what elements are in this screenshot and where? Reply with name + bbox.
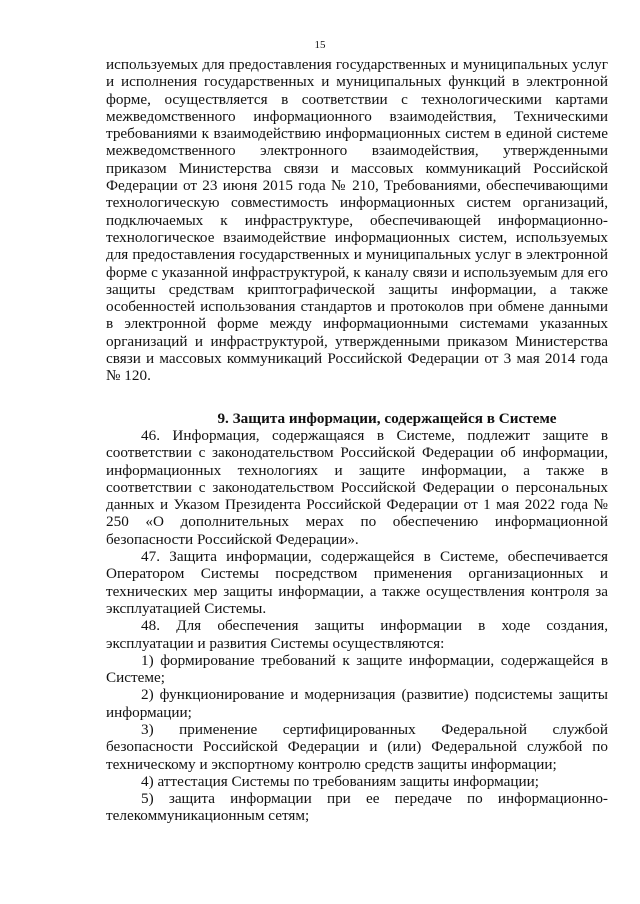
list-item-3: 3) применение сертифицированных Федеральной службой безопасности Российской Федерации и (или) Федеральной службой по техническому и экспортному контролю средств защиты информации; — [106, 720, 608, 773]
list-item-2: 2) функционирование и модернизация (развитие) подсистемы защиты информации; — [106, 686, 608, 721]
page-number: 15 — [314, 39, 326, 51]
list-item-1: 1) формирование требований к защите информации, содержащейся в Системе; — [106, 651, 608, 687]
section-title: 9. Защита информации, содержащейся в Системе — [217, 409, 557, 427]
document-body — [106, 56, 608, 825]
paragraph-46: 46. Информация, содержащаяся в Системе, подлежит защите в соответствии с законодательством Российской Федерации об информации, информационных технологиях и защите информации, а также в соответствии с законодательством Российской Федерации о персональных данных и Указом Президента Российской Федерации от 1 мая 2022 года № 250 «О дополнительных мерах по обеспечению информационной безопасности Российской Федерации». — [106, 426, 608, 548]
paragraph-48: 48. Для обеспечения защиты информации в ходе создания, эксплуатации и развития Системы осуществляются: — [106, 617, 608, 652]
list-item-5: 5) защита информации при ее передаче по информационно-телекоммуникационным сетям; — [106, 790, 608, 825]
list-item-4: 4) аттестация Системы по требованиям защиты информации; — [141, 772, 539, 790]
paragraph-47: 47. Защита информации, содержащейся в Системе, обеспечивается Оператором Системы посредством применения организационных и технических мер защиты информации, а также осуществления контроля за эксплуатацией Системы. — [106, 548, 608, 617]
continuation-paragraph: используемых для предоставления государственных и муниципальных услуг и исполнения государственных и муниципальных функций в электронной форме, осуществляется в соответствии с технологическими картами межведомственного информационного взаимодействия, Техническими требованиями к взаимодействию информационных систем в единой системе межведомственного электронного взаимодействия, утвержденными приказом Министерства связи и массовых коммуникаций Российской Федерации от 23 июня 2015 года № 210, Требованиями, обеспечивающими технологическую совместимость информационных систем организаций, подключаемых к инфраструктуре, обеспечивающей информационно-технологическое взаимодействие информационных систем, используемых для предоставления государственных и муниципальных услуг в электронной форме с указанной инфраструктурой, к каналу связи и используемым для его защиты средствам криптографической защиты информации, а также особенностей использования стандартов и протоколов при обмене данными в электронной форме между информационными системами указанных организаций и инфраструктурой, утвержденными приказом Министерства связи и массовых коммуникаций Российской Федерации от 3 мая 2014 года № 120. — [106, 56, 608, 385]
